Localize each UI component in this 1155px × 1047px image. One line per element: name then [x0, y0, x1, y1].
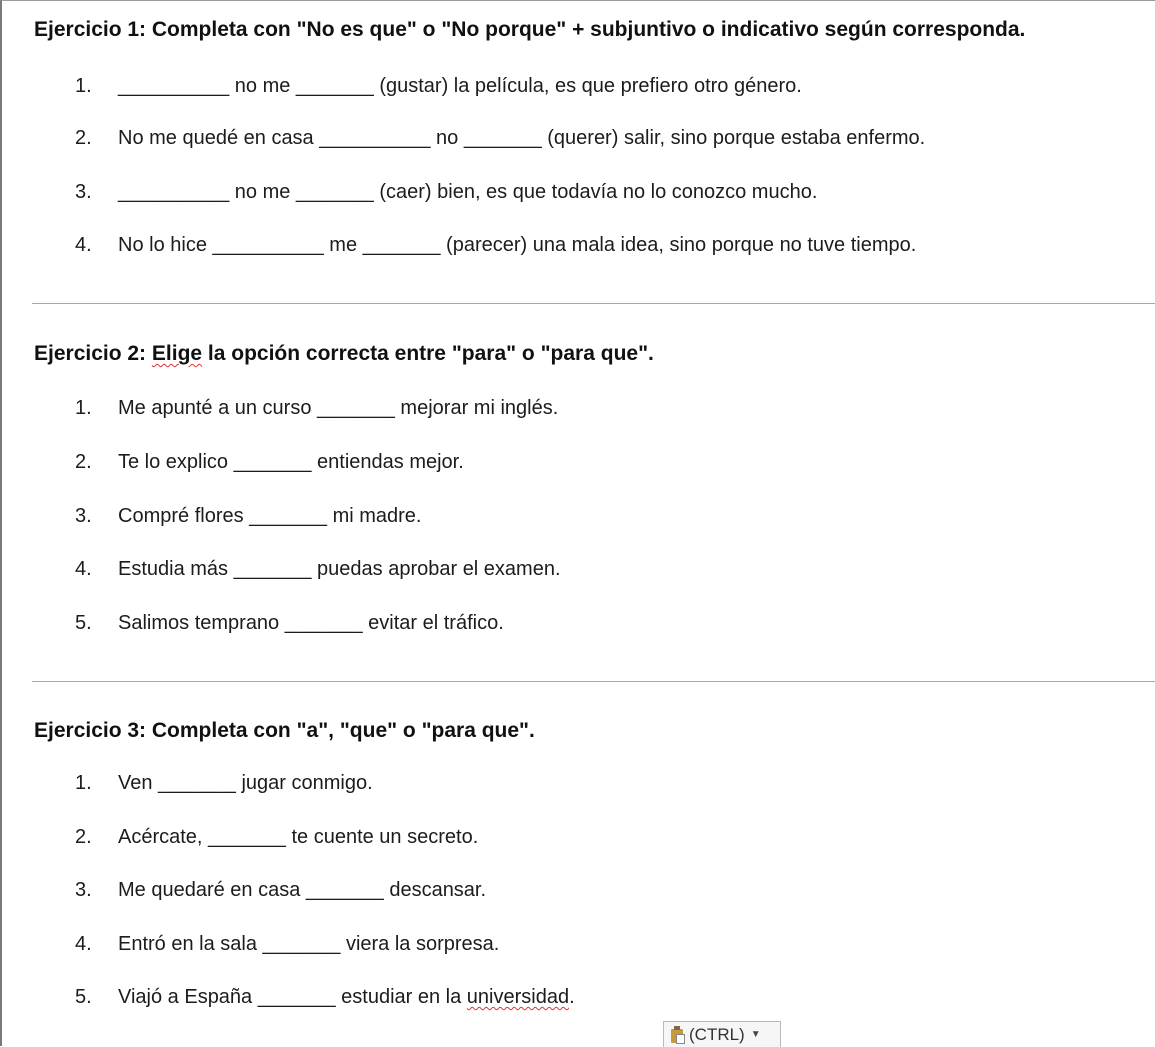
exercise-3-item-5[interactable]: 5. Viajó a España _______ estudiar en la universidad. [75, 986, 575, 1008]
exercise-2-item-4[interactable]: 4. Estudia más _______ puedas aprobar el examen. [75, 558, 561, 580]
exercise-3-item-3[interactable]: 3. Me quedaré en casa _______ descansar. [75, 879, 487, 901]
exercise-3-item-1[interactable]: 1. Ven _______ jugar conmigo. [75, 772, 373, 794]
exercise-2-item-5[interactable]: 5. Salimos temprano _______ evitar el tráfico. [75, 612, 504, 634]
chevron-down-icon: ▼ [750, 1029, 761, 1040]
section-divider [32, 681, 1155, 682]
exercise-3-title: Ejercicio 3: Completa con "a", "que" o "para que". [34, 719, 535, 742]
exercise-1-item-4[interactable]: 4. No lo hice __________ me _______ (parecer) una mala idea, sino porque no tuve tiempo. [75, 234, 917, 256]
exercise-1-item-1[interactable]: 1. __________ no me _______ (gustar) la película, es que prefiero otro género. [75, 75, 802, 97]
exercise-3-item-2[interactable]: 2. Acércate, _______ te cuente un secreto. [75, 826, 479, 848]
exercise-2-title: Ejercicio 2: Elige la opción correcta entre "para" o "para que". [34, 342, 654, 365]
exercise-1-title: Ejercicio 1: Completa con "No es que" o "No porque" + subjuntivo o indicativo según corresponda. [34, 18, 1026, 41]
paste-options-button[interactable] [663, 1021, 781, 1047]
exercise-2-item-2[interactable]: 2. Te lo explico _______ entiendas mejor. [75, 451, 464, 473]
exercise-3-item-4[interactable]: 4. Entró en la sala _______ viera la sorpresa. [75, 933, 500, 955]
exercise-1-item-2[interactable]: 2. No me quedé en casa __________ no _______ (querer) salir, sino porque estaba enfermo. [75, 127, 926, 149]
spelling-flag[interactable]: Elige [151, 342, 203, 365]
exercise-1-item-3[interactable]: 3. __________ no me _______ (caer) bien, es que todavía no lo conozco mucho. [75, 181, 818, 203]
spelling-flag[interactable]: universidad [466, 986, 570, 1008]
section-divider [32, 303, 1155, 304]
clipboard-icon [670, 1026, 686, 1044]
exercise-2-item-1[interactable]: 1. Me apunté a un curso _______ mejorar mi inglés. [75, 397, 559, 419]
exercise-2-item-3[interactable]: 3. Compré flores _______ mi madre. [75, 505, 422, 527]
paste-options-label: (CTRL) [689, 1024, 745, 1044]
